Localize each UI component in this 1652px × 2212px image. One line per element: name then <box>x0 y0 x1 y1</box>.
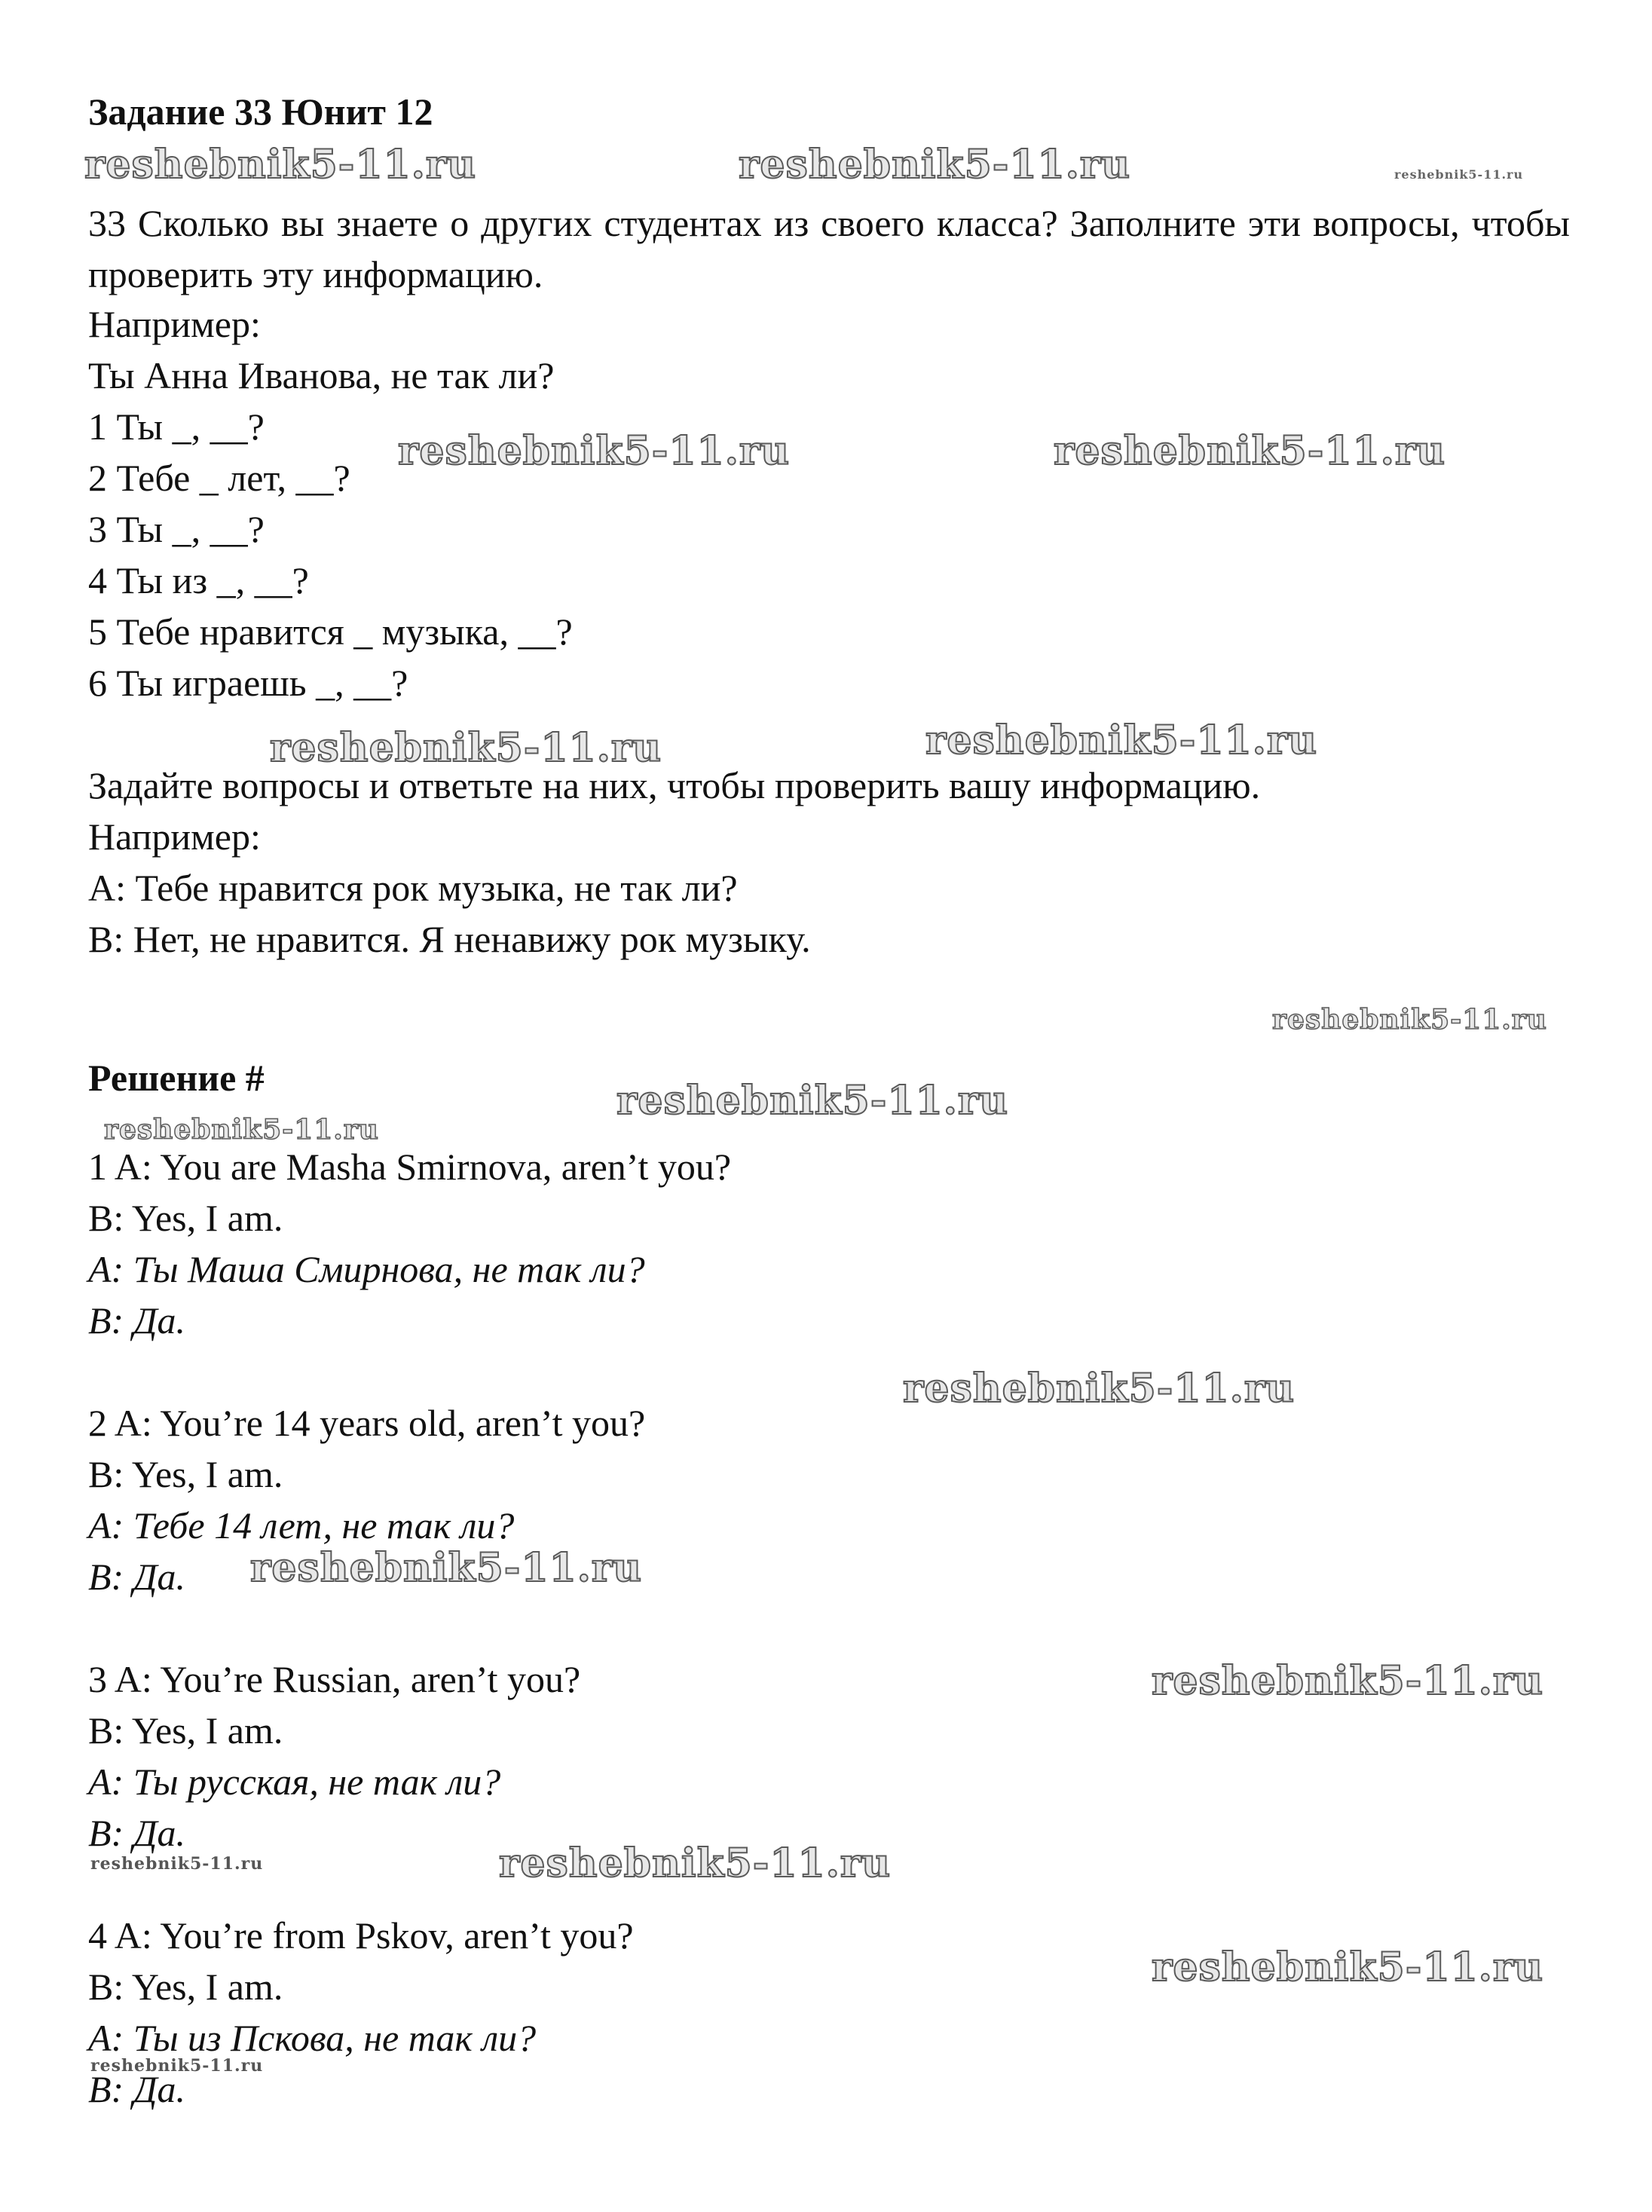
dialogue-3-b: B: Yes, I am. <box>88 1709 283 1752</box>
watermark: reshebnik5-11.ru <box>398 428 791 474</box>
task-item: 4 Ты из _, __? <box>88 559 309 601</box>
dialogue-4-b-ru: B: Да. <box>88 2068 186 2110</box>
dialogue-2-b-ru: B: Да. <box>88 1556 186 1598</box>
watermark: reshebnik5-11.ru <box>925 717 1318 763</box>
task-prompt: 33 Сколько вы знаете о других студентах из своего класса? Заполните эти вопросы, чтобы проверить эту информацию. <box>88 202 1570 295</box>
task-item: 5 Тебе нравится _ музыка, __? <box>88 610 573 653</box>
dialogue-2-a: 2 A: You’re 14 years old, aren’t you? <box>88 1402 646 1444</box>
dialogue-4-a-ru: A: Ты из Пскова, не так ли? <box>88 2017 537 2059</box>
dialogue-4-a: 4 A: You’re from Pskov, aren’t you? <box>88 1914 634 1957</box>
dialogue-3-b-ru: B: Да. <box>88 1812 186 1854</box>
example2-label: Например: <box>88 815 261 858</box>
watermark: reshebnik5-11.ru <box>739 142 1131 188</box>
watermark: reshebnik5-11.ru <box>616 1078 1009 1124</box>
instruction: Задайте вопросы и ответьте на них, чтобы проверить вашу информацию. <box>88 764 1261 806</box>
task-item: 6 Ты играешь _, __? <box>88 662 408 704</box>
dialogue-1-b-ru: B: Да. <box>88 1299 186 1342</box>
example-sentence: Ты Анна Иванова, не так ли? <box>88 354 555 396</box>
watermark: reshebnik5-11.ru <box>499 1840 892 1886</box>
watermark: reshebnik5-11.ru <box>1272 1004 1547 1036</box>
task-item: 3 Ты _, __? <box>88 508 265 550</box>
dialogue-1-a: 1 A: You are Masha Smirnova, aren’t you? <box>88 1146 732 1188</box>
task-item: 1 Ты _, __? <box>88 405 265 448</box>
example2-b: B: Нет, не нравится. Я ненавижу рок музыку. <box>88 918 811 960</box>
example2-a: A: Тебе нравится рок музыка, не так ли? <box>88 867 738 909</box>
watermark: reshebnik5-11.ru <box>903 1366 1296 1412</box>
watermark: reshebnik5-11.ru <box>1152 1658 1544 1704</box>
example-label: Например: <box>88 303 261 345</box>
dialogue-3-a-ru: A: Ты русская, не так ли? <box>88 1761 501 1803</box>
task-title: Задание 33 Юнит 12 <box>88 90 433 133</box>
dialogue-2-b: B: Yes, I am. <box>88 1453 283 1495</box>
watermark: reshebnik5-11.ru <box>270 725 662 771</box>
watermark: reshebnik5-11.ru <box>1054 428 1446 474</box>
dialogue-3-a: 3 A: You’re Russian, aren’t you? <box>88 1658 581 1700</box>
dialogue-2-a-ru: A: Тебе 14 лет, не так ли? <box>88 1504 515 1547</box>
solution-heading: Решение # <box>88 1057 265 1099</box>
dialogue-1-a-ru: A: Ты Маша Смирнова, не так ли? <box>88 1248 645 1290</box>
watermark: reshebnik5-11.ru <box>250 1545 643 1591</box>
dialogue-1-b: B: Yes, I am. <box>88 1197 283 1239</box>
watermark: reshebnik5-11.ru <box>84 142 477 188</box>
watermark: reshebnik5-11.ru <box>104 1114 379 1146</box>
task-item: 2 Тебе _ лет, __? <box>88 457 350 499</box>
watermark: reshebnik5-11.ru <box>1394 167 1524 182</box>
watermark: reshebnik5-11.ru <box>1152 1944 1544 1990</box>
dialogue-4-b: B: Yes, I am. <box>88 1966 283 2008</box>
watermark: reshebnik5-11.ru <box>90 2056 264 2076</box>
watermark: reshebnik5-11.ru <box>90 1854 264 1874</box>
